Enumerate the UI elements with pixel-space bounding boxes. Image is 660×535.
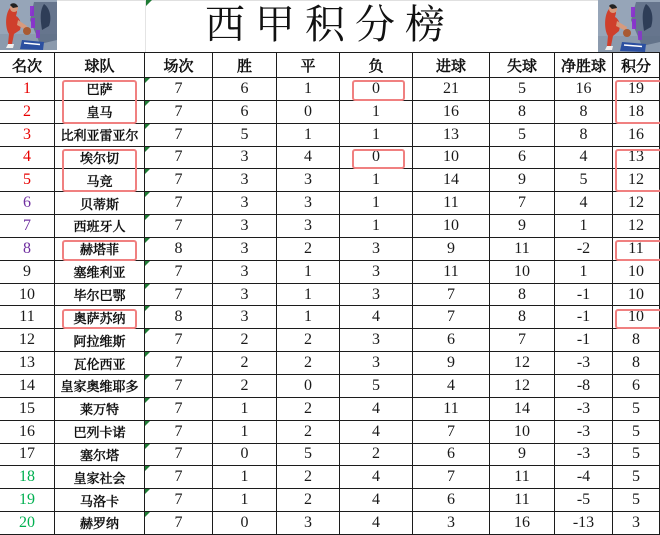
goals-for-cell: 7 — [413, 284, 490, 307]
draws-cell: 3 — [277, 215, 340, 238]
points-cell: 10 — [613, 284, 660, 307]
draws-cell: 0 — [277, 101, 340, 124]
wins-cell: 3 — [213, 147, 277, 170]
draws-cell: 1 — [277, 284, 340, 307]
goal-diff-cell: 4 — [555, 192, 613, 215]
played-cell: 7 — [145, 101, 213, 124]
draws-cell: 2 — [277, 421, 340, 444]
goals-for-cell: 4 — [413, 375, 490, 398]
team-cell: 巴列卡诺 — [55, 421, 145, 444]
column-header-6: 进球 — [413, 52, 490, 78]
team-cell: 塞维利亚 — [55, 261, 145, 284]
losses-cell: 4 — [340, 466, 413, 489]
goal-diff-cell: 5 — [555, 169, 613, 192]
goals-for-cell: 7 — [413, 466, 490, 489]
goals-for-cell: 13 — [413, 124, 490, 147]
points-cell: 5 — [613, 398, 660, 421]
played-cell: 7 — [145, 78, 213, 101]
draws-cell: 2 — [277, 398, 340, 421]
points-cell: 8 — [613, 352, 660, 375]
draws-cell: 2 — [277, 466, 340, 489]
losses-cell: 2 — [340, 444, 413, 467]
wins-cell: 0 — [213, 444, 277, 467]
goal-diff-cell: -1 — [555, 329, 613, 352]
goals-against-cell: 10 — [490, 261, 555, 284]
points-cell: 3 — [613, 512, 660, 535]
played-cell: 7 — [145, 192, 213, 215]
played-cell: 7 — [145, 398, 213, 421]
goals-against-cell: 9 — [490, 444, 555, 467]
draws-cell: 1 — [277, 306, 340, 329]
goals-for-cell: 11 — [413, 261, 490, 284]
goal-diff-cell: -13 — [555, 512, 613, 535]
draws-cell: 5 — [277, 444, 340, 467]
wins-cell: 1 — [213, 489, 277, 512]
goals-for-cell: 3 — [413, 512, 490, 535]
goals-against-cell: 11 — [490, 238, 555, 261]
losses-cell: 1 — [340, 215, 413, 238]
goal-diff-cell: -2 — [555, 238, 613, 261]
draws-cell: 1 — [277, 78, 340, 101]
draws-cell: 3 — [277, 192, 340, 215]
page-title: 西甲积分榜 — [205, 2, 455, 47]
team-cell: 皇马 — [55, 101, 145, 124]
draws-cell: 1 — [277, 124, 340, 147]
played-cell: 7 — [145, 512, 213, 535]
goals-for-cell: 11 — [413, 398, 490, 421]
rank-cell: 9 — [0, 261, 55, 284]
draws-cell: 4 — [277, 147, 340, 170]
goals-for-cell: 9 — [413, 238, 490, 261]
team-cell: 瓦伦西亚 — [55, 352, 145, 375]
goals-for-cell: 6 — [413, 329, 490, 352]
column-header-2: 场次 — [145, 52, 213, 78]
goals-against-cell: 12 — [490, 375, 555, 398]
goals-for-cell: 14 — [413, 169, 490, 192]
goals-against-cell: 5 — [490, 124, 555, 147]
rank-cell: 6 — [0, 192, 55, 215]
goals-against-cell: 16 — [490, 512, 555, 535]
goal-diff-cell: 8 — [555, 101, 613, 124]
played-cell: 7 — [145, 352, 213, 375]
rank-cell: 14 — [0, 375, 55, 398]
goals-for-cell: 16 — [413, 101, 490, 124]
goals-for-cell: 6 — [413, 444, 490, 467]
goals-for-cell: 21 — [413, 78, 490, 101]
team-cell: 马洛卡 — [55, 489, 145, 512]
goals-for-cell: 10 — [413, 215, 490, 238]
points-cell: 16 — [613, 124, 660, 147]
losses-cell: 4 — [340, 306, 413, 329]
goals-for-cell: 6 — [413, 489, 490, 512]
goals-against-cell: 8 — [490, 284, 555, 307]
draws-cell: 2 — [277, 352, 340, 375]
wins-cell: 3 — [213, 215, 277, 238]
played-cell: 7 — [145, 284, 213, 307]
goal-diff-cell: 8 — [555, 124, 613, 147]
losses-cell: 5 — [340, 375, 413, 398]
played-cell: 7 — [145, 329, 213, 352]
wins-cell: 3 — [213, 238, 277, 261]
rank-cell: 8 — [0, 238, 55, 261]
goal-diff-cell: 4 — [555, 147, 613, 170]
wins-cell: 2 — [213, 352, 277, 375]
wins-cell: 2 — [213, 375, 277, 398]
wins-cell: 2 — [213, 329, 277, 352]
played-cell: 7 — [145, 147, 213, 170]
losses-cell: 4 — [340, 421, 413, 444]
goals-against-cell: 7 — [490, 329, 555, 352]
rank-cell: 17 — [0, 444, 55, 467]
goals-for-cell: 9 — [413, 352, 490, 375]
points-cell: 11 — [613, 238, 660, 261]
column-header-3: 胜 — [213, 52, 277, 78]
goal-diff-cell: -3 — [555, 421, 613, 444]
wins-cell: 3 — [213, 261, 277, 284]
goals-against-cell: 6 — [490, 147, 555, 170]
points-cell: 5 — [613, 444, 660, 467]
goals-for-cell: 7 — [413, 421, 490, 444]
wins-cell: 5 — [213, 124, 277, 147]
draws-cell: 3 — [277, 512, 340, 535]
points-cell: 12 — [613, 192, 660, 215]
team-cell: 赫罗纳 — [55, 512, 145, 535]
rank-cell: 15 — [0, 398, 55, 421]
team-cell: 埃尔切 — [55, 147, 145, 170]
rank-cell: 18 — [0, 466, 55, 489]
goal-diff-cell: -3 — [555, 444, 613, 467]
played-cell: 7 — [145, 444, 213, 467]
goals-against-cell: 9 — [490, 169, 555, 192]
wins-cell: 3 — [213, 306, 277, 329]
goals-against-cell: 11 — [490, 489, 555, 512]
losses-cell: 3 — [340, 284, 413, 307]
team-cell: 比利亚雷亚尔 — [55, 124, 145, 147]
rank-cell: 5 — [0, 169, 55, 192]
played-cell: 7 — [145, 489, 213, 512]
points-cell: 12 — [613, 215, 660, 238]
losses-cell: 1 — [340, 192, 413, 215]
points-cell: 19 — [613, 78, 660, 101]
points-cell: 6 — [613, 375, 660, 398]
goals-against-cell: 11 — [490, 466, 555, 489]
played-cell: 7 — [145, 421, 213, 444]
goals-for-cell: 7 — [413, 306, 490, 329]
goals-against-cell: 5 — [490, 78, 555, 101]
losses-cell: 0 — [340, 147, 413, 170]
points-cell: 12 — [613, 169, 660, 192]
played-cell: 7 — [145, 215, 213, 238]
played-cell: 7 — [145, 261, 213, 284]
column-header-9: 积分 — [613, 52, 660, 78]
wins-cell: 1 — [213, 398, 277, 421]
points-cell: 10 — [613, 261, 660, 284]
rank-cell: 7 — [0, 215, 55, 238]
rank-cell: 11 — [0, 306, 55, 329]
team-cell: 赫塔菲 — [55, 238, 145, 261]
goal-diff-cell: -1 — [555, 306, 613, 329]
played-cell: 7 — [145, 124, 213, 147]
losses-cell: 1 — [340, 124, 413, 147]
goals-against-cell: 8 — [490, 306, 555, 329]
goal-diff-cell: -1 — [555, 284, 613, 307]
played-cell: 7 — [145, 466, 213, 489]
goals-for-cell: 11 — [413, 192, 490, 215]
column-header-0: 名次 — [0, 52, 55, 78]
draws-cell: 2 — [277, 238, 340, 261]
standings-table — [0, 52, 660, 535]
excel-triangle-icon — [146, 0, 152, 6]
column-header-4: 平 — [277, 52, 340, 78]
wins-cell: 1 — [213, 421, 277, 444]
team-cell: 巴萨 — [55, 78, 145, 101]
goal-diff-cell: -5 — [555, 489, 613, 512]
team-cell: 毕尔巴鄂 — [55, 284, 145, 307]
column-header-8: 净胜球 — [555, 52, 613, 78]
goals-against-cell: 8 — [490, 101, 555, 124]
points-cell: 10 — [613, 306, 660, 329]
points-cell: 5 — [613, 489, 660, 512]
wins-cell: 6 — [213, 101, 277, 124]
losses-cell: 4 — [340, 512, 413, 535]
losses-cell: 1 — [340, 169, 413, 192]
rank-cell: 12 — [0, 329, 55, 352]
team-cell: 阿拉维斯 — [55, 329, 145, 352]
team-cell: 贝蒂斯 — [55, 192, 145, 215]
wins-cell: 0 — [213, 512, 277, 535]
losses-cell: 4 — [340, 489, 413, 512]
column-header-5: 负 — [340, 52, 413, 78]
goals-against-cell: 9 — [490, 215, 555, 238]
rank-cell: 2 — [0, 101, 55, 124]
goal-diff-cell: -3 — [555, 398, 613, 421]
team-cell: 塞尔塔 — [55, 444, 145, 467]
rank-cell: 20 — [0, 512, 55, 535]
played-cell: 8 — [145, 306, 213, 329]
losses-cell: 0 — [340, 78, 413, 101]
rank-cell: 1 — [0, 78, 55, 101]
points-cell: 13 — [613, 147, 660, 170]
team-cell: 皇家奥维耶多 — [55, 375, 145, 398]
team-cell: 皇家社会 — [55, 466, 145, 489]
points-cell: 5 — [613, 466, 660, 489]
team-cell: 西班牙人 — [55, 215, 145, 238]
goals-against-cell: 14 — [490, 398, 555, 421]
rank-cell: 4 — [0, 147, 55, 170]
played-cell: 7 — [145, 375, 213, 398]
title-band — [0, 0, 660, 52]
played-cell: 7 — [145, 169, 213, 192]
wins-cell: 3 — [213, 284, 277, 307]
draws-cell: 1 — [277, 261, 340, 284]
losses-cell: 3 — [340, 329, 413, 352]
goals-against-cell: 10 — [490, 421, 555, 444]
rank-cell: 19 — [0, 489, 55, 512]
goal-diff-cell: 1 — [555, 215, 613, 238]
losses-cell: 3 — [340, 261, 413, 284]
team-cell: 莱万特 — [55, 398, 145, 421]
goal-diff-cell: -4 — [555, 466, 613, 489]
points-cell: 18 — [613, 101, 660, 124]
draws-cell: 3 — [277, 169, 340, 192]
draws-cell: 2 — [277, 329, 340, 352]
played-cell: 8 — [145, 238, 213, 261]
rank-cell: 16 — [0, 421, 55, 444]
goals-for-cell: 10 — [413, 147, 490, 170]
corner-image-left — [0, 0, 57, 50]
points-cell: 5 — [613, 421, 660, 444]
wins-cell: 1 — [213, 466, 277, 489]
goal-diff-cell: -8 — [555, 375, 613, 398]
rank-cell: 10 — [0, 284, 55, 307]
goal-diff-cell: 16 — [555, 78, 613, 101]
goal-diff-cell: -3 — [555, 352, 613, 375]
points-cell: 8 — [613, 329, 660, 352]
column-header-1: 球队 — [55, 52, 145, 78]
team-cell: 马竞 — [55, 169, 145, 192]
losses-cell: 3 — [340, 352, 413, 375]
losses-cell: 4 — [340, 398, 413, 421]
goals-against-cell: 12 — [490, 352, 555, 375]
goal-diff-cell: 1 — [555, 261, 613, 284]
team-cell: 奥萨苏纳 — [55, 306, 145, 329]
wins-cell: 3 — [213, 169, 277, 192]
losses-cell: 3 — [340, 238, 413, 261]
draws-cell: 0 — [277, 375, 340, 398]
corner-image-right — [598, 0, 660, 52]
draws-cell: 2 — [277, 489, 340, 512]
goals-against-cell: 7 — [490, 192, 555, 215]
wins-cell: 6 — [213, 78, 277, 101]
losses-cell: 1 — [340, 101, 413, 124]
wins-cell: 3 — [213, 192, 277, 215]
rank-cell: 3 — [0, 124, 55, 147]
rank-cell: 13 — [0, 352, 55, 375]
column-header-7: 失球 — [490, 52, 555, 78]
